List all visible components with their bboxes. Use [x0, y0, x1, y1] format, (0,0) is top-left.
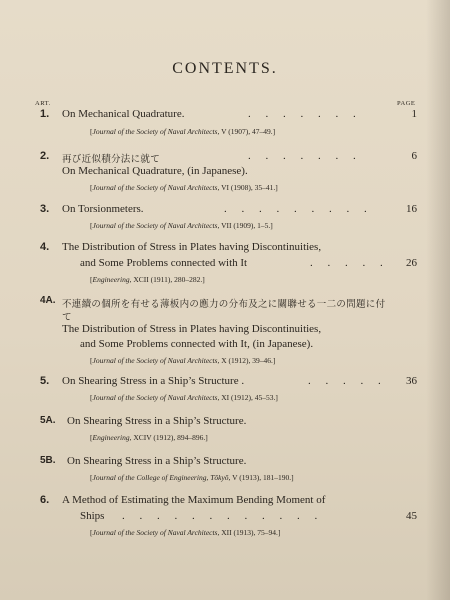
article-reference: [Journal of the Society of Naval Architects, XII (1913), 75–94.] — [90, 528, 281, 537]
article-title: On Shearing Stress in a Ship’s Structure. — [67, 455, 247, 467]
article-number: 2. — [40, 150, 50, 162]
article-reference: [Journal of the Society of Naval Architects, VII (1909), 1–5.] — [90, 221, 273, 230]
article-title: On Mechanical Quadrature, (in Japanese). — [62, 165, 248, 177]
article-reference: [Journal of the Society of Naval Architects, X (1912), 39–46.] — [90, 356, 276, 365]
dot-leader: . . . . . . . — [248, 108, 362, 120]
article-reference: [Journal of the Society of Naval Architects, XI (1912), 45–53.] — [90, 393, 278, 402]
article-title-line-1: The Distribution of Stress in Plates having Discontinuities, — [62, 323, 322, 335]
page-number: 1 — [411, 108, 417, 120]
dot-leader: . . . . . — [308, 375, 387, 387]
article-reference: [Journal of the Society of Naval Architects, VI (1908), 35–41.] — [90, 183, 278, 192]
article-title-line-1: A Method of Estimating the Maximum Bending Moment of — [62, 494, 326, 506]
art-column-label: ART. — [35, 100, 51, 107]
article-title-line-2: Ships — [80, 510, 105, 522]
article-number: 5A. — [40, 415, 56, 426]
article-title: On Mechanical Quadrature. — [62, 108, 185, 120]
article-number: 4A. — [40, 295, 56, 306]
article-title-line-2: and Some Problems connected with It, (in Japanese). — [80, 338, 314, 350]
article-number: 4. — [40, 241, 50, 253]
article-number: 1. — [40, 108, 50, 120]
article-title-line-1: The Distribution of Stress in Plates having Discontinuities, — [62, 241, 322, 253]
article-title: On Shearing Stress in a Ship’s Structure. — [67, 415, 247, 427]
article-number: 5B. — [40, 455, 56, 466]
article-number: 3. — [40, 203, 50, 215]
page-number: 36 — [406, 375, 417, 387]
page-number: 45 — [406, 510, 417, 522]
article-reference: [Journal of the College of Engineering, Tōkyō, V (1913), 181–190.] — [90, 473, 294, 482]
page-column-label: PAGE — [397, 100, 416, 107]
dot-leader: . . . . . — [310, 257, 389, 269]
article-reference: [Journal of the Society of Naval Architects, V (1907), 47–49.] — [90, 127, 276, 136]
dot-leader: . . . . . . . . . . . . — [122, 510, 324, 522]
page-number: 26 — [406, 257, 417, 269]
japanese-title: 再び近似積分法に就て — [62, 154, 161, 165]
article-number: 6. — [40, 494, 50, 506]
article-reference: [Engineering, XCII (1911), 280–282.] — [90, 275, 205, 284]
article-title: On Torsionmeters. — [62, 203, 144, 215]
japanese-title-continuation: て — [62, 312, 72, 323]
page-number: 6 — [411, 150, 417, 162]
dot-leader: . . . . . . . — [248, 150, 362, 162]
article-number: 5. — [40, 375, 50, 387]
japanese-title: 不連續の個所を有せる薄板内の應力の分布及之に關聯せる一二の問題に付 — [62, 299, 386, 310]
contents-heading: CONTENTS. — [172, 60, 278, 77]
page-edge-shadow — [426, 0, 450, 600]
page-number: 16 — [406, 203, 417, 215]
article-title-line-2: and Some Problems connected with It — [80, 257, 248, 269]
dot-leader: . . . . . . . . . — [224, 203, 373, 215]
article-reference: [Engineering, XCIV (1912), 894–896.] — [90, 433, 208, 442]
article-title: On Shearing Stress in a Ship’s Structure . — [62, 375, 245, 387]
